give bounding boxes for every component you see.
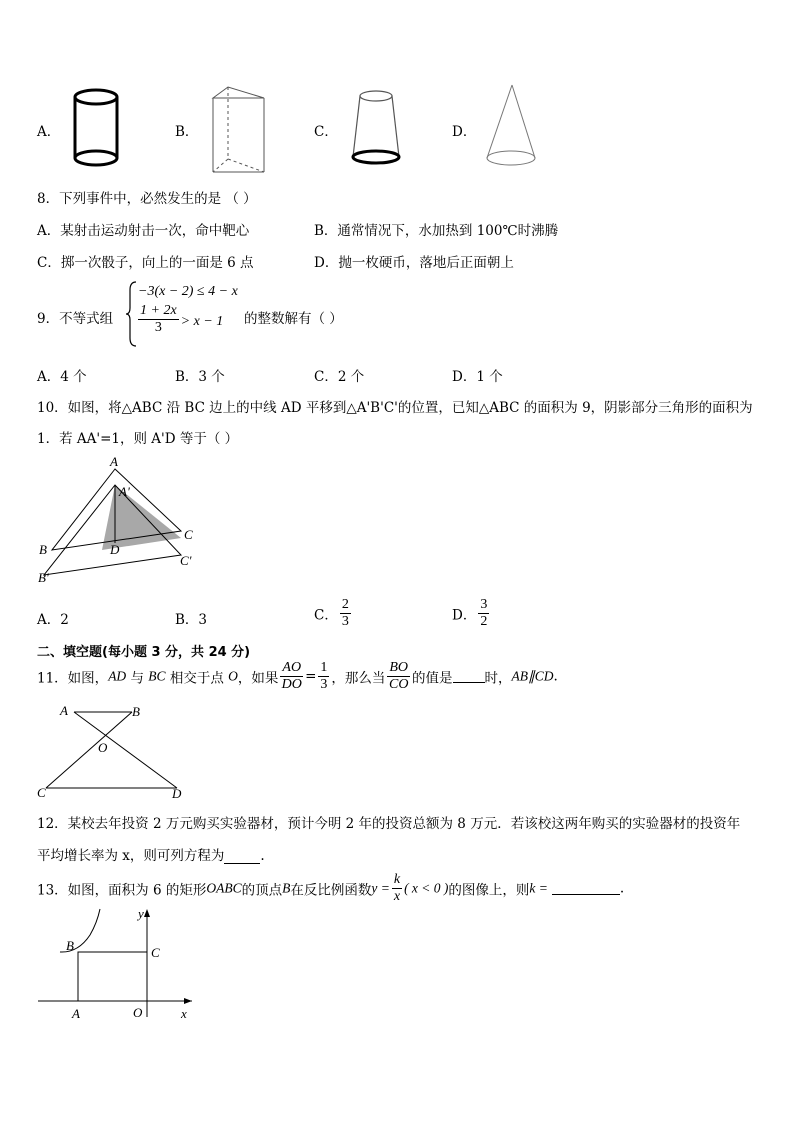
q12-answer-blank[interactable] — [224, 851, 260, 864]
cone-figure — [482, 82, 540, 170]
q11-answer-blank[interactable] — [453, 670, 485, 683]
label-C: C — [37, 785, 46, 800]
label-B-prime: B' — [38, 570, 49, 585]
label-y: y — [138, 906, 144, 921]
q10-stem-line1: 10．如图，将△ABC 沿 BC 边上的中线 AD 平移到△A'B'C'的位置，已知△ABC 的面积为 9，阴影部分三角形的面积为 — [37, 400, 753, 416]
label-A-prime: A' — [119, 484, 130, 499]
q8-option-b: B．通常情况下，水加热到 100℃时沸腾 — [314, 223, 559, 239]
q9-option-b: B．3 个 — [175, 369, 225, 385]
cylinder-figure — [68, 86, 124, 170]
label-C: C — [184, 527, 193, 542]
q9-inequality-1: −3(x − 2) ≤ 4 − x — [138, 284, 238, 299]
label-D: D — [172, 786, 182, 801]
q13-stem: 13．如图，面积为 6 的矩形OABC的顶点B在反比例函数y = $\frac{k}{x}$ ( x < 0 )的图像上，则k = . — [37, 872, 625, 904]
q8-stem: 8．下列事件中，必然发生的是 （ ） — [37, 191, 257, 207]
q10-option-b: B．3 — [175, 612, 208, 628]
label-D: D — [110, 542, 120, 557]
q9-suffix: 的整数解有（ ） — [244, 311, 343, 327]
q8-option-d: D．抛一枚硬币，落地后正面朝上 — [314, 255, 514, 271]
q12-stem-line2: 平均增长率为 x，则可列方程为 . — [37, 848, 265, 864]
q9-frac-denominator: 3 — [154, 320, 162, 335]
frustum-figure — [346, 86, 406, 170]
q7-option-c-label: C． — [314, 124, 338, 140]
q8-option-c: C．掷一次骰子，向上的一面是 6 点 — [37, 255, 254, 271]
q9-option-c: C．2 个 — [314, 369, 365, 385]
label-A: A — [72, 1006, 80, 1021]
label-B: B — [66, 938, 74, 953]
q13-coordinate-figure — [34, 905, 204, 1025]
q11-stem: 11．如图，AD 与 BC 相交于点 O，如果 $\frac{AO}{DO}$ = $\frac{1}{3}$ ，那么当 $\frac{BO}{CO}$ 的值是 时，AB∥CD. — [37, 660, 558, 692]
triangular-prism-figure — [208, 84, 270, 176]
q10-option-c: C． $\frac{2}{3}$ — [314, 597, 349, 629]
q9-prefix: 9．不等式组 — [37, 311, 114, 327]
q7-option-d-label: D． — [452, 124, 477, 140]
q10-stem-line2: 1．若 AA'=1，则 A'D 等于（ ） — [37, 431, 239, 447]
label-A: A — [60, 703, 68, 718]
label-B: B — [39, 542, 47, 557]
q9-option-d: D．1 个 — [452, 369, 503, 385]
label-C: C — [151, 945, 160, 960]
q7-option-b-label: B． — [175, 124, 199, 140]
label-A: A — [110, 455, 118, 469]
label-B: B — [132, 704, 140, 719]
label-x: x — [181, 1006, 187, 1021]
label-O: O — [133, 1005, 143, 1020]
q9-inequality-2-rest: > x − 1 — [180, 314, 224, 329]
q7-option-a-label: A． — [37, 124, 61, 140]
label-O: O — [98, 740, 108, 755]
q13-answer-blank[interactable] — [552, 882, 620, 895]
q9-inequality-2 — [136, 303, 224, 336]
section-2-title: 二、填空题(每小题 3 分，共 24 分) — [37, 645, 251, 660]
q10-option-a: A．2 — [37, 612, 69, 628]
q8-option-a: A．某射击运动射击一次，命中靶心 — [37, 223, 250, 239]
q9-option-a: A．4 个 — [37, 369, 87, 385]
label-C-prime: C' — [180, 553, 192, 568]
q11-hourglass-figure — [34, 700, 194, 804]
q9-frac-numerator: 1 + 2x — [140, 303, 177, 318]
q10-translation-figure — [34, 455, 209, 590]
q10-option-d: D． $\frac{3}{2}$ — [452, 597, 488, 629]
q12-stem-line1: 12．某校去年投资 2 万元购买实验器材，预计今明 2 年的投资总额为 8 万元．若该校这两年购买的实验器材的投资年 — [37, 816, 741, 832]
